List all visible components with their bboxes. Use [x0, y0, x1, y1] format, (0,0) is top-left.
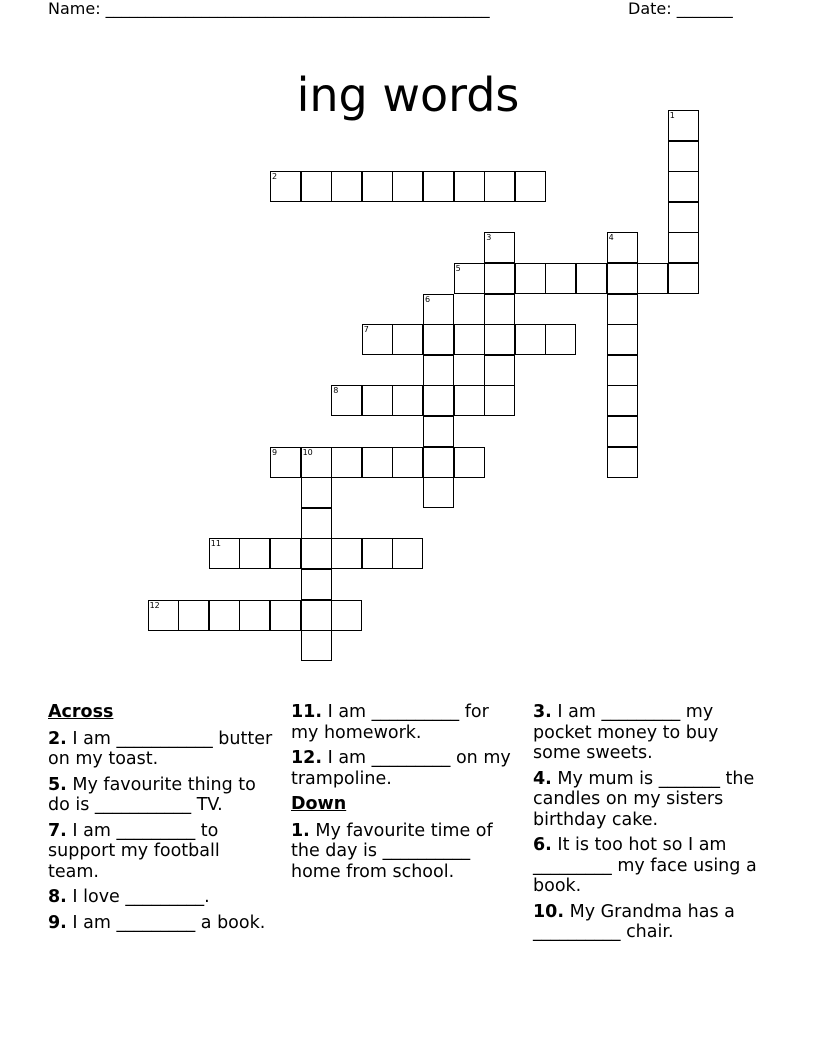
clue-text: My favourite thing to do is ___________ TV. — [48, 774, 256, 815]
crossword-cell[interactable] — [331, 538, 362, 569]
crossword-cell[interactable] — [362, 171, 393, 202]
date-field-label[interactable]: Date: _______ — [628, 0, 733, 18]
crossword-cell[interactable] — [545, 263, 576, 294]
crossword-cell[interactable] — [331, 600, 362, 631]
crossword-cell[interactable] — [178, 600, 209, 631]
crossword-cell[interactable] — [515, 324, 546, 355]
clue-across-7 — [48, 821, 273, 883]
clue-down-10 — [533, 902, 758, 943]
clue-number: 6. — [533, 835, 552, 855]
crossword-cell[interactable] — [668, 171, 699, 202]
crossword-cell[interactable] — [484, 232, 515, 263]
crossword-cell[interactable] — [301, 630, 332, 661]
crossword-cell[interactable] — [392, 538, 423, 569]
crossword-cell[interactable] — [607, 294, 638, 325]
clue-number: 4. — [533, 768, 552, 789]
clue-number-label: 1 — [669, 111, 675, 120]
clue-across-11 — [291, 702, 516, 743]
crossword-cell[interactable] — [515, 171, 546, 202]
crossword-cell[interactable] — [270, 447, 301, 478]
crossword-cell[interactable] — [454, 385, 485, 416]
crossword-cell[interactable] — [239, 538, 270, 569]
crossword-cell[interactable] — [423, 385, 454, 416]
crossword-cell[interactable] — [668, 141, 699, 172]
down-heading: Down — [291, 794, 347, 814]
clue-number-label: 7 — [363, 325, 369, 335]
crossword-cell[interactable] — [576, 263, 607, 294]
clue-text: I am _________ to support my football team. — [48, 820, 220, 882]
clue-number: 5. — [48, 774, 67, 795]
crossword-cell[interactable] — [362, 385, 393, 416]
crossword-cell[interactable] — [392, 447, 423, 478]
clue-number: 12. — [291, 748, 323, 768]
crossword-cell[interactable] — [454, 447, 485, 478]
clue-across-12 — [291, 748, 516, 789]
clue-text: I am ___________ butter on my toast. — [48, 728, 273, 769]
clues-column-1 — [48, 702, 273, 938]
crossword-cell[interactable] — [607, 263, 638, 294]
clue-text: It is too hot so I am _________ my face using a book. — [533, 835, 757, 896]
crossword-cell[interactable] — [209, 600, 240, 631]
clue-text: I am _________ my pocket money to buy some sweets. — [533, 702, 719, 763]
crossword-cell[interactable] — [270, 171, 301, 202]
crossword-cell[interactable] — [607, 416, 638, 447]
crossword-cell[interactable] — [423, 294, 454, 325]
crossword-cell[interactable] — [607, 324, 638, 355]
clue-number: 2. — [48, 728, 67, 749]
crossword-cell[interactable] — [484, 263, 515, 294]
clue-text: I am __________ for my homework. — [291, 702, 489, 743]
clue-number-label: 2 — [272, 172, 278, 182]
crossword-cell[interactable] — [484, 171, 515, 202]
clue-text: My favourite time of the day is __________ home from school. — [291, 820, 493, 882]
crossword-cell[interactable] — [607, 385, 638, 416]
crossword-cell[interactable] — [668, 263, 699, 294]
crossword-cell[interactable] — [331, 171, 362, 202]
clue-across-8 — [48, 887, 273, 908]
clues-column-3 — [533, 702, 758, 948]
crossword-cell[interactable] — [148, 600, 179, 631]
name-field-label[interactable]: Name: ________________________________________________ — [48, 0, 490, 18]
clue-down-1 — [291, 821, 516, 883]
page-title: ing words — [296, 67, 520, 122]
clue-number-label: 10 — [302, 447, 313, 457]
crossword-cell[interactable] — [301, 508, 332, 539]
crossword-cell[interactable] — [331, 385, 362, 416]
clue-text: I am _________ on my trampoline. — [291, 748, 511, 789]
clue-text: I am _________ a book. — [72, 912, 266, 933]
crossword-cell[interactable] — [301, 447, 332, 478]
crossword-cell[interactable] — [331, 447, 362, 478]
crossword-cell[interactable] — [454, 324, 485, 355]
clue-down-4 — [533, 769, 758, 831]
crossword-cell[interactable] — [301, 538, 332, 569]
crossword-cell[interactable] — [454, 171, 485, 202]
crossword-cell[interactable] — [362, 447, 393, 478]
clue-across-2 — [48, 729, 273, 770]
crossword-cell[interactable] — [392, 171, 423, 202]
crossword-cell[interactable] — [607, 355, 638, 386]
clue-text: I love _________. — [72, 887, 210, 907]
crossword-cell[interactable] — [209, 538, 240, 569]
clue-across-5 — [48, 775, 273, 816]
crossword-cell[interactable] — [423, 416, 454, 447]
clue-number-label: 11 — [210, 539, 221, 549]
clue-number: 10. — [533, 901, 565, 922]
crossword-cell[interactable] — [668, 202, 699, 233]
crossword-cell[interactable] — [392, 324, 423, 355]
crossword-cell[interactable] — [484, 385, 515, 416]
clue-text: My Grandma has a __________ chair. — [533, 901, 735, 942]
clue-number-label: 4 — [608, 233, 614, 243]
crossword-cell[interactable] — [484, 324, 515, 355]
clue-down-6 — [533, 835, 758, 897]
clue-down-3 — [533, 702, 758, 764]
crossword-cell[interactable] — [484, 355, 515, 386]
crossword-cell[interactable] — [301, 569, 332, 600]
crossword-cell[interactable] — [270, 600, 301, 631]
crossword-cell[interactable] — [423, 324, 454, 355]
crossword-cell[interactable] — [301, 171, 332, 202]
crossword-cell[interactable] — [607, 232, 638, 263]
clue-number: 1. — [291, 820, 310, 841]
crossword-cell[interactable] — [423, 447, 454, 478]
crossword-cell[interactable] — [301, 477, 332, 508]
clue-number: 3. — [533, 702, 552, 722]
clue-number-label: 9 — [272, 447, 278, 457]
clue-number: 9. — [48, 912, 67, 933]
crossword-cell[interactable] — [392, 385, 423, 416]
crossword-cell[interactable] — [545, 324, 576, 355]
across-heading: Across — [48, 702, 114, 722]
clue-number-label: 6 — [425, 294, 431, 304]
crossword-cell[interactable] — [362, 324, 393, 355]
clue-number-label: 12 — [149, 600, 160, 610]
crossword-cell[interactable] — [362, 538, 393, 569]
clue-across-9 — [48, 913, 273, 934]
clue-number-label: 3 — [486, 233, 492, 243]
crossword-cell[interactable] — [423, 171, 454, 202]
crossword-cell[interactable] — [423, 477, 454, 508]
crossword-cell[interactable] — [668, 110, 699, 141]
crossword-cell[interactable] — [637, 263, 668, 294]
crossword-cell[interactable] — [239, 600, 270, 631]
crossword-cell[interactable] — [668, 232, 699, 263]
crossword-cell[interactable] — [515, 263, 546, 294]
clue-number: 8. — [48, 887, 67, 907]
crossword-cell[interactable] — [454, 263, 485, 294]
crossword-cell[interactable] — [301, 600, 332, 631]
crossword-cell[interactable] — [270, 538, 301, 569]
clue-number-label: 5 — [455, 264, 461, 273]
clue-number: 7. — [48, 820, 67, 841]
crossword-cell[interactable] — [607, 447, 638, 478]
clue-number-label: 8 — [333, 386, 339, 396]
clue-text: My mum is _______ the candles on my sisters birthday cake. — [533, 768, 755, 830]
clue-number: 11. — [291, 702, 323, 722]
clues-column-2 — [291, 702, 516, 887]
crossword-cell[interactable] — [484, 294, 515, 325]
crossword-cell[interactable] — [423, 355, 454, 386]
